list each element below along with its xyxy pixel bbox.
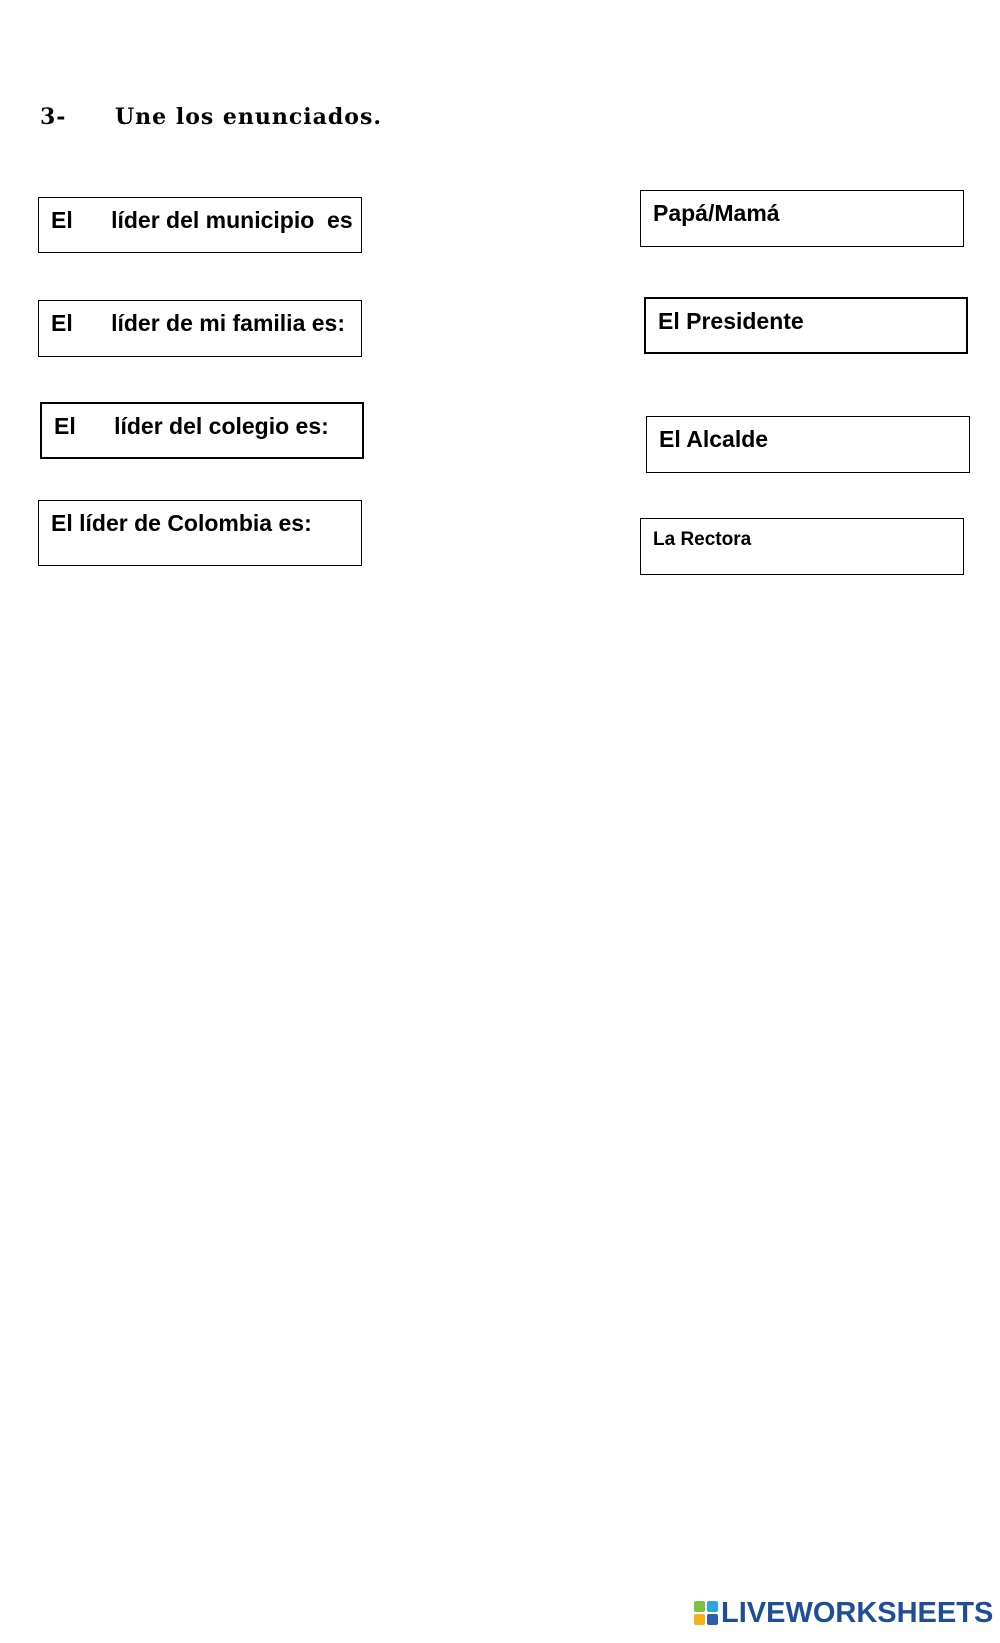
statement-box-colegio[interactable]: El líder del colegio es: <box>40 402 364 459</box>
statement-box-familia[interactable]: El líder de mi familia es: <box>38 300 362 357</box>
exercise-heading <box>40 104 382 130</box>
statement-box-municipio[interactable]: El líder del municipio es <box>38 197 362 253</box>
answer-box-papa-mama[interactable]: Papá/Mamá <box>640 190 964 247</box>
answer-box-rectora[interactable]: La Rectora <box>640 518 964 575</box>
liveworksheets-brand <box>694 1595 993 1631</box>
answer-box-alcalde[interactable]: El Alcalde <box>646 416 970 473</box>
brand-text: LIVEWORKSHEETS <box>721 1596 994 1629</box>
liveworksheets-logo-icon <box>694 1601 718 1625</box>
exercise-number: 3- <box>40 104 67 130</box>
exercise-instruction: Une los enunciados. <box>115 104 383 130</box>
answer-box-presidente[interactable]: El Presidente <box>644 297 968 354</box>
statement-box-colombia[interactable]: El líder de Colombia es: <box>38 500 362 566</box>
